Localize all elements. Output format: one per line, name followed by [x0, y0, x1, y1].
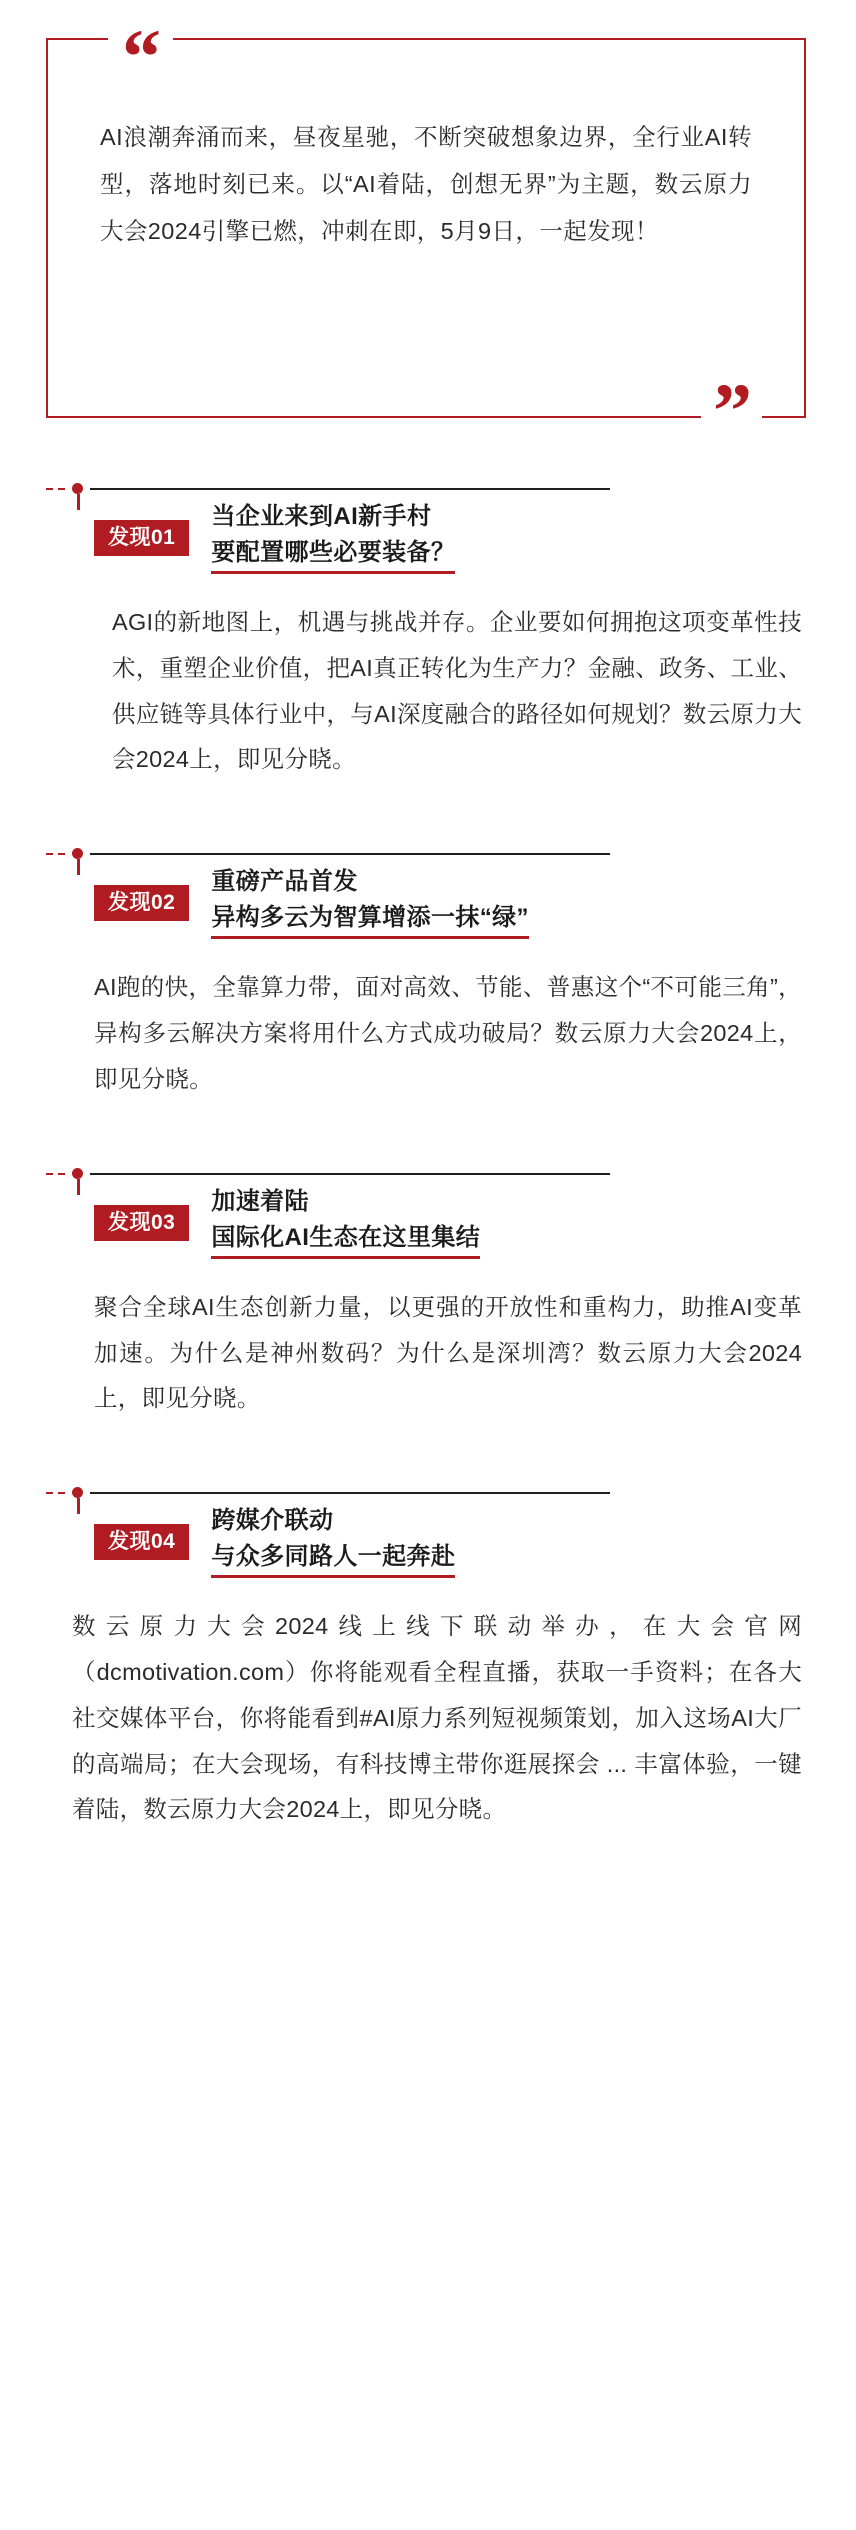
section-title-line-1: 跨媒介联动: [211, 1507, 334, 1535]
section-titles: [211, 867, 529, 939]
section-paragraph: AI跑的快，全靠算力带，面对高效、节能、普惠这个“不可能三角”，异构多云解决方案将用什么方式成功破局？数云原力大会2024上，即见分晓。: [94, 974, 802, 1092]
section-divider: [46, 839, 822, 869]
quote-text: AI浪潮奔涌而来，昼夜星驰，不断突破想象边界，全行业AI转型，落地时刻已来。以“AI着陆，创想无界”为主题，数云原力大会2024引擎已燃，冲刺在即，5月9日，一起发现！: [100, 124, 752, 244]
horizontal-rule: [90, 1492, 610, 1494]
section-paragraph: 聚合全球AI生态创新力量，以更强的开放性和重构力，助推AI变革加速。为什么是神州数码？为什么是深圳湾？数云原力大会2024上，即见分晓。: [94, 1293, 802, 1412]
section-badge: 发现01: [94, 520, 189, 556]
bullet-dot-icon: [72, 1487, 83, 1498]
section-divider: [46, 1478, 822, 1508]
section-title-line-2: 要配置哪些必要装备？: [211, 538, 455, 574]
section-heading: [94, 1187, 822, 1259]
section-body: [46, 502, 822, 783]
discovery-section-3: [34, 1159, 822, 1422]
discovery-section-4: [34, 1478, 822, 1833]
section-badge: 发现04: [94, 1524, 189, 1560]
section-body: [46, 1187, 822, 1422]
quote-open-icon: “: [108, 18, 173, 96]
section-titles: [211, 502, 455, 574]
section-title-line-1: 加速着陆: [211, 1187, 309, 1215]
section-heading: [94, 867, 822, 939]
discovery-section-2: [34, 839, 822, 1102]
section-paragraph: AGI的新地图上，机遇与挑战并存。企业要如何拥抱这项变革性技术，重塑企业价值，把AI真正转化为生产力？金融、政务、工业、供应链等具体行业中，与AI深度融合的路径如何规划？数云原力大会2024上，即见分晓。: [112, 609, 802, 773]
section-paragraph: 数云原力大会2024线上线下联动举办，在大会官网（dcmotivation.com）你将能观看全程直播，获取一手资料；在各大社交媒体平台，你将能看到#AI原力系列短视频策划，加入这场AI大厂的高端局；在大会现场，有科技博主带你逛展探会 ... 丰富体验，一键着陆，数云原力大会2024上，即见分晓。: [72, 1613, 802, 1823]
section-titles: [211, 1187, 480, 1259]
horizontal-rule: [90, 488, 610, 490]
horizontal-rule: [90, 853, 610, 855]
dashed-line-icon: [46, 1492, 66, 1494]
section-title-line-1: 当企业来到AI新手村: [211, 503, 432, 530]
dashed-line-icon: [46, 1173, 66, 1175]
section-title-line-2: 异构多云为智算增添一抹“绿”: [211, 903, 529, 939]
horizontal-rule: [90, 1173, 610, 1175]
section-divider: [46, 1159, 822, 1189]
section-heading: [94, 502, 822, 574]
section-titles: [211, 1506, 455, 1578]
dashed-line-icon: [46, 853, 66, 855]
section-title-line-2: 国际化AI生态在这里集结: [211, 1223, 480, 1259]
section-title-line-2: 与众多同路人一起奔赴: [211, 1542, 455, 1578]
section-divider: [46, 474, 822, 504]
bullet-dot-icon: [72, 848, 83, 859]
section-heading: [72, 1506, 822, 1578]
bullet-dot-icon: [72, 1168, 83, 1179]
discovery-section-1: [34, 474, 822, 783]
section-body: [46, 1506, 822, 1833]
section-title-line-1: 重磅产品首发: [211, 868, 358, 896]
article-page: [0, 13, 856, 2530]
page-bottom-spacer: [34, 1833, 822, 1903]
section-badge: 发现03: [94, 1205, 189, 1241]
dashed-line-icon: [46, 488, 66, 490]
section-body: [46, 867, 822, 1102]
section-badge: 发现02: [94, 885, 189, 921]
quote-block: [46, 13, 806, 454]
bullet-dot-icon: [72, 483, 83, 494]
quote-close-icon: ”: [701, 372, 762, 450]
